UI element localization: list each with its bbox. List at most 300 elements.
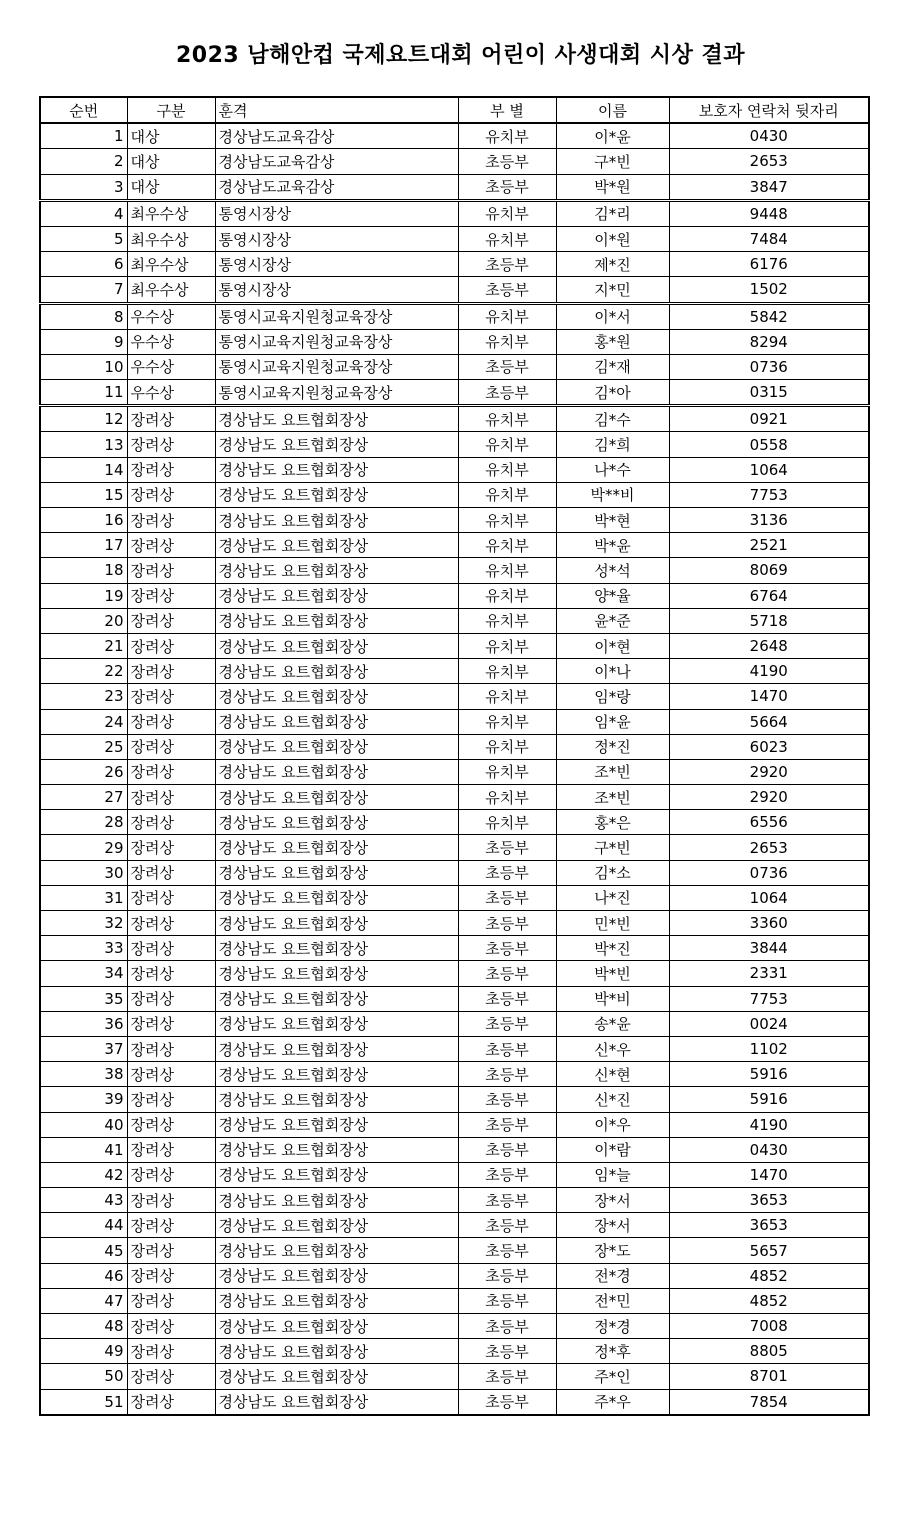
seq-cell: 49 (40, 1339, 127, 1364)
phone-cell: 2920 (669, 785, 869, 810)
category-cell: 장려상 (127, 659, 215, 684)
category-cell: 장려상 (127, 961, 215, 986)
table-row (40, 1364, 869, 1389)
phone-cell: 6556 (669, 810, 869, 835)
seq-cell: 20 (40, 608, 127, 633)
award-cell: 경상남도 요트협회장상 (215, 1288, 458, 1313)
name-cell: 신*현 (556, 1062, 669, 1087)
seq-cell: 14 (40, 457, 127, 482)
award-cell: 통영시교육지원청교육장상 (215, 329, 458, 354)
table-row (40, 936, 869, 961)
phone-cell: 3360 (669, 911, 869, 936)
division-cell: 초등부 (458, 835, 556, 860)
name-cell: 윤*준 (556, 608, 669, 633)
table-row (40, 986, 869, 1011)
division-cell: 유치부 (458, 508, 556, 533)
seq-cell: 8 (40, 303, 127, 329)
award-cell: 경상남도 요트협회장상 (215, 1314, 458, 1339)
category-cell: 장려상 (127, 860, 215, 885)
name-cell: 정*후 (556, 1339, 669, 1364)
award-cell: 경상남도교육감상 (215, 123, 458, 149)
award-cell: 경상남도 요트협회장상 (215, 810, 458, 835)
division-cell: 유치부 (458, 583, 556, 608)
table-row (40, 1112, 869, 1137)
award-cell: 경상남도 요트협회장상 (215, 734, 458, 759)
table-row (40, 1339, 869, 1364)
division-cell: 유치부 (458, 684, 556, 709)
name-cell: 전*경 (556, 1263, 669, 1288)
seq-cell: 45 (40, 1238, 127, 1263)
seq-cell: 24 (40, 709, 127, 734)
category-cell: 장려상 (127, 1263, 215, 1288)
division-cell: 초등부 (458, 252, 556, 277)
award-cell: 경상남도 요트협회장상 (215, 835, 458, 860)
phone-cell: 4852 (669, 1263, 869, 1288)
division-cell: 초등부 (458, 1162, 556, 1187)
name-cell: 김*소 (556, 860, 669, 885)
phone-cell: 3136 (669, 508, 869, 533)
category-cell: 대상 (127, 149, 215, 174)
division-cell: 초등부 (458, 1112, 556, 1137)
award-cell: 경상남도 요트협회장상 (215, 1339, 458, 1364)
table-row (40, 1188, 869, 1213)
award-cell: 경상남도 요트협회장상 (215, 1389, 458, 1415)
seq-cell: 17 (40, 533, 127, 558)
phone-cell: 0558 (669, 432, 869, 457)
phone-cell: 2331 (669, 961, 869, 986)
division-cell: 유치부 (458, 406, 556, 432)
award-cell: 통영시장상 (215, 200, 458, 226)
table-row (40, 482, 869, 507)
name-cell: 나*진 (556, 885, 669, 910)
seq-cell: 51 (40, 1389, 127, 1415)
division-cell: 초등부 (458, 1011, 556, 1036)
name-cell: 박*비 (556, 986, 669, 1011)
table-row (40, 659, 869, 684)
division-cell: 초등부 (458, 911, 556, 936)
award-cell: 경상남도 요트협회장상 (215, 1087, 458, 1112)
phone-cell: 2920 (669, 759, 869, 784)
table-row (40, 1213, 869, 1238)
table-row (40, 252, 869, 277)
phone-cell: 1470 (669, 684, 869, 709)
division-cell: 초등부 (458, 1339, 556, 1364)
division-cell: 유치부 (458, 226, 556, 251)
name-cell: 박*윤 (556, 533, 669, 558)
phone-cell: 0315 (669, 380, 869, 406)
table-row (40, 406, 869, 432)
award-cell: 경상남도 요트협회장상 (215, 961, 458, 986)
seq-cell: 40 (40, 1112, 127, 1137)
table-row (40, 354, 869, 379)
seq-cell: 44 (40, 1213, 127, 1238)
award-cell: 경상남도 요트협회장상 (215, 936, 458, 961)
division-cell: 초등부 (458, 961, 556, 986)
category-cell: 장려상 (127, 1011, 215, 1036)
award-cell: 경상남도 요트협회장상 (215, 885, 458, 910)
name-cell: 이*서 (556, 303, 669, 329)
table-body (40, 123, 869, 1415)
award-cell: 경상남도교육감상 (215, 149, 458, 174)
division-cell: 초등부 (458, 860, 556, 885)
seq-cell: 46 (40, 1263, 127, 1288)
name-cell: 이*우 (556, 1112, 669, 1137)
table-row (40, 200, 869, 226)
seq-cell: 4 (40, 200, 127, 226)
phone-cell: 7484 (669, 226, 869, 251)
name-cell: 박**비 (556, 482, 669, 507)
name-cell: 양*율 (556, 583, 669, 608)
phone-cell: 0430 (669, 123, 869, 149)
table-row (40, 1314, 869, 1339)
phone-cell: 8805 (669, 1339, 869, 1364)
phone-cell: 3847 (669, 174, 869, 200)
name-cell: 이*윤 (556, 123, 669, 149)
category-cell: 장려상 (127, 1087, 215, 1112)
table-row (40, 1263, 869, 1288)
category-cell: 장려상 (127, 1364, 215, 1389)
division-cell: 초등부 (458, 1062, 556, 1087)
table-row (40, 329, 869, 354)
award-cell: 경상남도 요트협회장상 (215, 759, 458, 784)
phone-cell: 1064 (669, 885, 869, 910)
category-cell: 장려상 (127, 1288, 215, 1313)
phone-cell: 2653 (669, 149, 869, 174)
seq-cell: 38 (40, 1062, 127, 1087)
name-cell: 민*빈 (556, 911, 669, 936)
division-cell: 유치부 (458, 659, 556, 684)
table-row (40, 860, 869, 885)
phone-cell: 8069 (669, 558, 869, 583)
phone-cell: 2648 (669, 633, 869, 658)
category-cell: 장려상 (127, 1137, 215, 1162)
category-cell: 우수상 (127, 303, 215, 329)
award-cell: 경상남도 요트협회장상 (215, 1238, 458, 1263)
phone-cell: 4852 (669, 1288, 869, 1313)
name-cell: 박*진 (556, 936, 669, 961)
award-cell: 경상남도 요트협회장상 (215, 608, 458, 633)
phone-cell: 5916 (669, 1062, 869, 1087)
seq-cell: 1 (40, 123, 127, 149)
division-cell: 초등부 (458, 1213, 556, 1238)
header-name: 이름 (556, 97, 669, 123)
seq-cell: 16 (40, 508, 127, 533)
category-cell: 장려상 (127, 1162, 215, 1187)
name-cell: 신*우 (556, 1036, 669, 1061)
award-cell: 경상남도 요트협회장상 (215, 432, 458, 457)
table-row (40, 149, 869, 174)
seq-cell: 26 (40, 759, 127, 784)
category-cell: 장려상 (127, 1112, 215, 1137)
division-cell: 초등부 (458, 1137, 556, 1162)
phone-cell: 0921 (669, 406, 869, 432)
name-cell: 구*빈 (556, 835, 669, 860)
division-cell: 초등부 (458, 1263, 556, 1288)
table-row (40, 785, 869, 810)
table-row (40, 123, 869, 149)
category-cell: 최우수상 (127, 200, 215, 226)
category-cell: 장려상 (127, 457, 215, 482)
table-row (40, 583, 869, 608)
award-cell: 경상남도교육감상 (215, 174, 458, 200)
seq-cell: 47 (40, 1288, 127, 1313)
table-row (40, 174, 869, 200)
award-cell: 경상남도 요트협회장상 (215, 1036, 458, 1061)
table-row (40, 810, 869, 835)
category-cell: 우수상 (127, 380, 215, 406)
award-cell: 경상남도 요트협회장상 (215, 1137, 458, 1162)
award-cell: 경상남도 요트협회장상 (215, 1112, 458, 1137)
phone-cell: 5664 (669, 709, 869, 734)
division-cell: 유치부 (458, 709, 556, 734)
table-row (40, 608, 869, 633)
name-cell: 김*아 (556, 380, 669, 406)
name-cell: 임*윤 (556, 709, 669, 734)
award-cell: 경상남도 요트협회장상 (215, 659, 458, 684)
seq-cell: 21 (40, 633, 127, 658)
award-cell: 통영시교육지원청교육장상 (215, 380, 458, 406)
division-cell: 초등부 (458, 1314, 556, 1339)
award-cell: 통영시장상 (215, 226, 458, 251)
division-cell: 유치부 (458, 759, 556, 784)
category-cell: 장려상 (127, 885, 215, 910)
award-cell: 경상남도 요트협회장상 (215, 482, 458, 507)
phone-cell: 1470 (669, 1162, 869, 1187)
seq-cell: 29 (40, 835, 127, 860)
phone-cell: 6764 (669, 583, 869, 608)
award-cell: 경상남도 요트협회장상 (215, 1364, 458, 1389)
name-cell: 주*인 (556, 1364, 669, 1389)
category-cell: 장려상 (127, 533, 215, 558)
seq-cell: 42 (40, 1162, 127, 1187)
award-cell: 경상남도 요트협회장상 (215, 860, 458, 885)
division-cell: 유치부 (458, 608, 556, 633)
division-cell: 초등부 (458, 354, 556, 379)
division-cell: 유치부 (458, 200, 556, 226)
name-cell: 이*현 (556, 633, 669, 658)
category-cell: 장려상 (127, 633, 215, 658)
phone-cell: 5916 (669, 1087, 869, 1112)
phone-cell: 7854 (669, 1389, 869, 1415)
phone-cell: 5657 (669, 1238, 869, 1263)
name-cell: 조*빈 (556, 785, 669, 810)
award-cell: 경상남도 요트협회장상 (215, 457, 458, 482)
table-row (40, 558, 869, 583)
seq-cell: 39 (40, 1087, 127, 1112)
category-cell: 장려상 (127, 810, 215, 835)
seq-cell: 43 (40, 1188, 127, 1213)
category-cell: 장려상 (127, 835, 215, 860)
seq-cell: 15 (40, 482, 127, 507)
award-cell: 경상남도 요트협회장상 (215, 1162, 458, 1187)
table-row (40, 684, 869, 709)
phone-cell: 0736 (669, 354, 869, 379)
category-cell: 우수상 (127, 329, 215, 354)
table-row (40, 1238, 869, 1263)
division-cell: 초등부 (458, 174, 556, 200)
award-cell: 경상남도 요트협회장상 (215, 406, 458, 432)
table-row (40, 303, 869, 329)
award-cell: 경상남도 요트협회장상 (215, 1062, 458, 1087)
division-cell: 초등부 (458, 1364, 556, 1389)
table-row (40, 508, 869, 533)
seq-cell: 25 (40, 734, 127, 759)
name-cell: 전*민 (556, 1288, 669, 1313)
name-cell: 신*진 (556, 1087, 669, 1112)
category-cell: 장려상 (127, 1314, 215, 1339)
seq-cell: 3 (40, 174, 127, 200)
division-cell: 초등부 (458, 1238, 556, 1263)
seq-cell: 36 (40, 1011, 127, 1036)
name-cell: 박*빈 (556, 961, 669, 986)
award-cell: 통영시교육지원청교육장상 (215, 354, 458, 379)
division-cell: 유치부 (458, 432, 556, 457)
division-cell: 초등부 (458, 380, 556, 406)
phone-cell: 0024 (669, 1011, 869, 1036)
table-row (40, 1389, 869, 1415)
table-row (40, 709, 869, 734)
table-row (40, 1087, 869, 1112)
category-cell: 최우수상 (127, 226, 215, 251)
table-row (40, 961, 869, 986)
name-cell: 홍*은 (556, 810, 669, 835)
category-cell: 장려상 (127, 432, 215, 457)
division-cell: 초등부 (458, 1288, 556, 1313)
table-row (40, 734, 869, 759)
division-cell: 유치부 (458, 329, 556, 354)
phone-cell: 6176 (669, 252, 869, 277)
division-cell: 초등부 (458, 277, 556, 303)
phone-cell: 3844 (669, 936, 869, 961)
phone-cell: 1502 (669, 277, 869, 303)
category-cell: 장려상 (127, 1062, 215, 1087)
name-cell: 장*도 (556, 1238, 669, 1263)
phone-cell: 1102 (669, 1036, 869, 1061)
award-cell: 경상남도 요트협회장상 (215, 633, 458, 658)
award-cell: 경상남도 요트협회장상 (215, 1263, 458, 1288)
award-cell: 경상남도 요트협회장상 (215, 709, 458, 734)
division-cell: 초등부 (458, 936, 556, 961)
category-cell: 장려상 (127, 406, 215, 432)
award-cell: 통영시장상 (215, 277, 458, 303)
category-cell: 장려상 (127, 785, 215, 810)
results-table (39, 96, 870, 1416)
table-row (40, 1062, 869, 1087)
name-cell: 정*진 (556, 734, 669, 759)
name-cell: 김*재 (556, 354, 669, 379)
table-row (40, 1137, 869, 1162)
table-row (40, 277, 869, 303)
seq-cell: 30 (40, 860, 127, 885)
seq-cell: 48 (40, 1314, 127, 1339)
phone-cell: 3653 (669, 1188, 869, 1213)
table-row (40, 759, 869, 784)
category-cell: 장려상 (127, 1339, 215, 1364)
table-row (40, 380, 869, 406)
seq-cell: 50 (40, 1364, 127, 1389)
division-cell: 초등부 (458, 1036, 556, 1061)
category-cell: 장려상 (127, 911, 215, 936)
name-cell: 이*람 (556, 1137, 669, 1162)
seq-cell: 32 (40, 911, 127, 936)
division-cell: 유치부 (458, 810, 556, 835)
name-cell: 박*원 (556, 174, 669, 200)
phone-cell: 0736 (669, 860, 869, 885)
name-cell: 김*리 (556, 200, 669, 226)
name-cell: 이*나 (556, 659, 669, 684)
award-cell: 경상남도 요트협회장상 (215, 684, 458, 709)
award-cell: 경상남도 요트협회장상 (215, 911, 458, 936)
phone-cell: 7008 (669, 1314, 869, 1339)
phone-cell: 2521 (669, 533, 869, 558)
award-cell: 경상남도 요트협회장상 (215, 986, 458, 1011)
header-category: 구분 (127, 97, 215, 123)
division-cell: 초등부 (458, 885, 556, 910)
phone-cell: 9448 (669, 200, 869, 226)
name-cell: 주*우 (556, 1389, 669, 1415)
category-cell: 장려상 (127, 1188, 215, 1213)
division-cell: 유치부 (458, 457, 556, 482)
category-cell: 장려상 (127, 709, 215, 734)
seq-cell: 31 (40, 885, 127, 910)
division-cell: 초등부 (458, 149, 556, 174)
header-award: 훈격 (215, 97, 458, 123)
table-row (40, 835, 869, 860)
seq-cell: 28 (40, 810, 127, 835)
phone-cell: 5842 (669, 303, 869, 329)
seq-cell: 41 (40, 1137, 127, 1162)
category-cell: 장려상 (127, 1213, 215, 1238)
name-cell: 임*늘 (556, 1162, 669, 1187)
name-cell: 제*진 (556, 252, 669, 277)
name-cell: 구*빈 (556, 149, 669, 174)
category-cell: 최우수상 (127, 252, 215, 277)
phone-cell: 0430 (669, 1137, 869, 1162)
division-cell: 유치부 (458, 303, 556, 329)
name-cell: 성*석 (556, 558, 669, 583)
seq-cell: 34 (40, 961, 127, 986)
category-cell: 최우수상 (127, 277, 215, 303)
division-cell: 유치부 (458, 558, 556, 583)
award-cell: 경상남도 요트협회장상 (215, 533, 458, 558)
award-cell: 경상남도 요트협회장상 (215, 1188, 458, 1213)
award-cell: 경상남도 요트협회장상 (215, 583, 458, 608)
phone-cell: 3653 (669, 1213, 869, 1238)
award-cell: 경상남도 요트협회장상 (215, 1213, 458, 1238)
division-cell: 유치부 (458, 734, 556, 759)
table-row (40, 1011, 869, 1036)
phone-cell: 8701 (669, 1364, 869, 1389)
category-cell: 장려상 (127, 608, 215, 633)
table-row (40, 1036, 869, 1061)
header-seq: 순번 (40, 97, 127, 123)
phone-cell: 2653 (669, 835, 869, 860)
name-cell: 김*희 (556, 432, 669, 457)
category-cell: 장려상 (127, 759, 215, 784)
category-cell: 장려상 (127, 684, 215, 709)
category-cell: 장려상 (127, 583, 215, 608)
seq-cell: 5 (40, 226, 127, 251)
name-cell: 장*서 (556, 1188, 669, 1213)
division-cell: 초등부 (458, 986, 556, 1011)
division-cell: 유치부 (458, 533, 556, 558)
seq-cell: 10 (40, 354, 127, 379)
phone-cell: 8294 (669, 329, 869, 354)
table-row (40, 885, 869, 910)
phone-cell: 4190 (669, 1112, 869, 1137)
award-cell: 통영시장상 (215, 252, 458, 277)
seq-cell: 23 (40, 684, 127, 709)
